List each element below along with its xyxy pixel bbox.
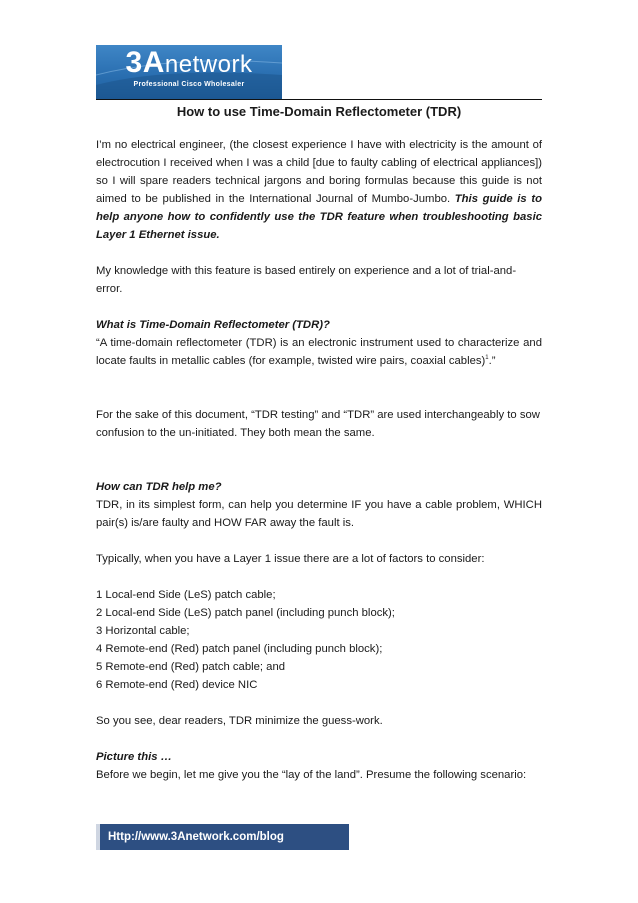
factor-item: 4 Remote-end (Red) patch panel (including punch block); <box>96 643 383 655</box>
intro-paragraph: I’m no electrical engineer, (the closest experience I have with electricity is the amount of electrocution I received when I was a child [due to faulty cabling of electrical appliances]) so I will spare readers technical jargons and boring formulas because this guide is not aimed to be published in the International Journal of Mumbo-Jumbo. This guide is to help anyone how to confidently use the TDR feature when troubleshooting basic Layer 1 Ethernet issue. <box>96 139 542 241</box>
logo-wordmark: 3Anetwork <box>125 46 253 79</box>
factor-item: 6 Remote-end (Red) device NIC <box>96 679 258 691</box>
tdr-help-paragraph: TDR, in its simplest form, can help you determine IF you have a cable problem, WHICH pair(s) is/are faulty and HOW FAR away the fault is. <box>96 499 542 529</box>
brand-logo <box>96 45 282 99</box>
section-heading-how-can-tdr-help: How can TDR help me? <box>96 481 222 493</box>
typically-paragraph: Typically, when you have a Layer 1 issue there are a lot of factors to consider: <box>96 553 485 565</box>
header-divider <box>96 99 542 100</box>
sake-paragraph: For the sake of this document, “TDR testing” and “TDR” are used interchangeably to sow confusion to the un-initiated. They both mean the same. <box>96 409 540 439</box>
scenario-paragraph: Before we begin, let me give you the “lay of the land”. Presume the following scenario: <box>96 769 527 781</box>
factor-item: 1 Local-end Side (LeS) patch cable; <box>96 589 276 601</box>
footnote-marker: 1 <box>485 355 489 362</box>
section-heading-what-is-tdr: What is Time-Domain Reflectometer (TDR)? <box>96 319 330 331</box>
document-title: How to use Time-Domain Reflectometer (TDR) <box>176 104 462 119</box>
definition-paragraph: “A time-domain reflectometer (TDR) is an electronic instrument used to characterize and locate faults in metallic cables (for example, twisted wire pairs, coaxial cables)$^1$.” <box>96 337 542 367</box>
knowledge-paragraph: My knowledge with this feature is based entirely on experience and a lot of trial-and-error. <box>96 265 517 295</box>
section-heading-picture-this: Picture this … <box>96 751 172 763</box>
guess-work-paragraph: So you see, dear readers, TDR minimize the guess-work. <box>96 715 383 727</box>
footer-banner <box>96 824 349 850</box>
factor-item: 5 Remote-end (Red) patch cable; and <box>96 661 286 673</box>
factor-item: 3 Horizontal cable; <box>96 625 190 637</box>
document-body <box>96 136 542 784</box>
footer-url-link[interactable]: Http://www.3Anetwork.com/blog <box>108 831 284 843</box>
intro-emphasis: This guide is to help anyone how to confidently use the TDR feature when troubleshooting basic Layer 1 Ethernet issue. <box>96 193 542 241</box>
factor-item: 2 Local-end Side (LeS) patch panel (including punch block); <box>96 607 395 619</box>
logo-tagline: Professional Cisco Wholesaler <box>133 81 245 88</box>
